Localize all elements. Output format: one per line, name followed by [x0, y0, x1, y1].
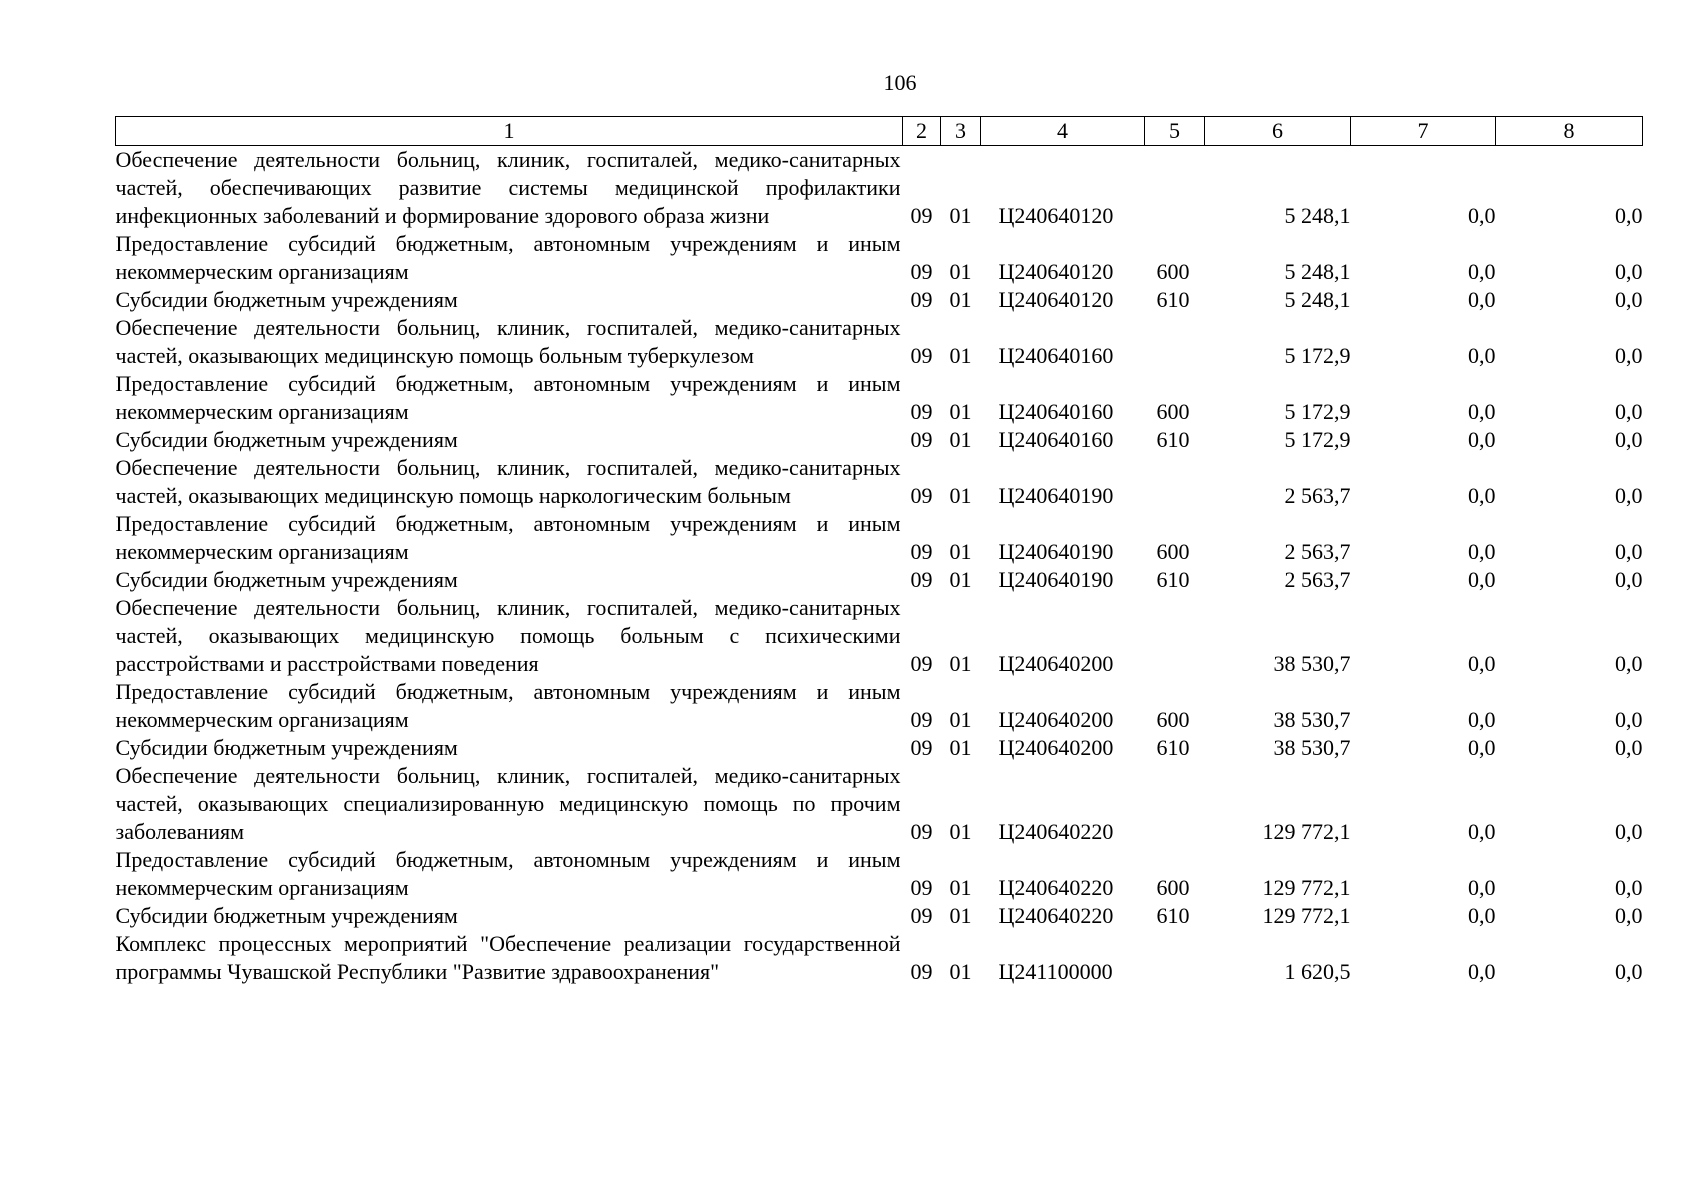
expense-type-cell: 600: [1156, 539, 1190, 564]
section-cell: 09: [910, 959, 933, 984]
section-cell: 09: [910, 903, 933, 928]
amount-cell: 5 248,1: [1284, 287, 1351, 312]
row-name-cell: Предоставление субсидий бюджетным, автономным учреждениям и иным некоммерческим организациям: [115, 231, 901, 284]
target-article-cell: Ц240640190: [998, 483, 1114, 508]
subsection-cell: 01: [949, 819, 972, 844]
row-name-cell: Субсидии бюджетным учреждениям: [115, 287, 458, 312]
header-cell: 5: [1145, 117, 1205, 146]
section-cell: 09: [910, 259, 933, 284]
amount-cell: 0,0: [1615, 735, 1643, 760]
target-article-cell: Ц240640200: [998, 651, 1114, 676]
expense-type-cell: [1145, 314, 1205, 370]
table-row: [116, 426, 1643, 454]
section-cell: 09: [910, 567, 933, 592]
row-name-cell: Субсидии бюджетным учреждениям: [115, 567, 458, 592]
amount-cell: 0,0: [1468, 567, 1496, 592]
amount-cell: 0,0: [1468, 875, 1496, 900]
row-name-cell: Обеспечение деятельности больниц, клиник, госпиталей, медико-санитарных частей, обеспечивающих развитие системы медицинской профилактики инфекционных заболеваний и формирование здорового образа жизни: [115, 147, 901, 228]
header-cell: 8: [1496, 117, 1643, 146]
amount-cell: 0,0: [1468, 735, 1496, 760]
expense-type-cell: 600: [1156, 875, 1190, 900]
amount-cell: 0,0: [1468, 707, 1496, 732]
table-row: [116, 230, 1643, 286]
expense-type-cell: 610: [1156, 287, 1190, 312]
header-cell: 6: [1205, 117, 1351, 146]
table-row: [116, 314, 1643, 370]
amount-cell: 5 248,1: [1284, 203, 1351, 228]
section-cell: 09: [910, 203, 933, 228]
amount-cell: 0,0: [1615, 707, 1643, 732]
amount-cell: 0,0: [1615, 203, 1643, 228]
target-article-cell: Ц240640160: [998, 427, 1114, 452]
row-name-cell: Обеспечение деятельности больниц, клиник, госпиталей, медико-санитарных частей, оказывающих специализированную медицинскую помощь по прочим заболеваниям: [115, 763, 901, 844]
section-cell: 09: [910, 483, 933, 508]
subsection-cell: 01: [949, 427, 972, 452]
target-article-cell: Ц240640160: [998, 399, 1114, 424]
target-article-cell: Ц240640120: [998, 203, 1114, 228]
amount-cell: 0,0: [1615, 567, 1643, 592]
subsection-cell: 01: [949, 343, 972, 368]
amount-cell: 2 563,7: [1284, 567, 1351, 592]
section-cell: 09: [910, 875, 933, 900]
subsection-cell: 01: [949, 875, 972, 900]
row-name-cell: Предоставление субсидий бюджетным, автономным учреждениям и иным некоммерческим организациям: [115, 679, 901, 732]
amount-cell: 0,0: [1615, 539, 1643, 564]
amount-cell: 2 563,7: [1284, 483, 1351, 508]
expense-type-cell: 600: [1156, 259, 1190, 284]
expense-type-cell: 610: [1156, 735, 1190, 760]
amount-cell: 5 248,1: [1284, 259, 1351, 284]
target-article-cell: Ц240640220: [998, 903, 1114, 928]
amount-cell: 0,0: [1615, 399, 1643, 424]
table-row: [116, 566, 1643, 594]
amount-cell: 38 530,7: [1273, 651, 1351, 676]
header-cell: 2: [903, 117, 941, 146]
amount-cell: 0,0: [1468, 343, 1496, 368]
amount-cell: 0,0: [1468, 203, 1496, 228]
target-article-cell: Ц240640200: [998, 707, 1114, 732]
budget-table: [115, 116, 1643, 986]
header-row: [116, 117, 1643, 146]
amount-cell: 0,0: [1468, 399, 1496, 424]
table-row: [116, 734, 1643, 762]
section-cell: 09: [910, 399, 933, 424]
amount-cell: 2 563,7: [1284, 539, 1351, 564]
expense-type-cell: [1145, 454, 1205, 510]
subsection-cell: 01: [949, 259, 972, 284]
table-row: [116, 762, 1643, 846]
amount-cell: 0,0: [1468, 483, 1496, 508]
row-name-cell: Обеспечение деятельности больниц, клиник, госпиталей, медико-санитарных частей, оказывающих медицинскую помощь наркологическим больным: [115, 455, 901, 508]
header-cell: 7: [1351, 117, 1496, 146]
row-name-cell: Комплекс процессных мероприятий "Обеспечение реализации государственной программы Чувашской Республики "Развитие здравоохранения": [115, 931, 901, 984]
section-cell: 09: [910, 651, 933, 676]
target-article-cell: Ц241100000: [998, 959, 1113, 984]
amount-cell: 129 772,1: [1262, 875, 1351, 900]
table-row: [116, 902, 1643, 930]
target-article-cell: Ц240640120: [998, 259, 1114, 284]
target-article-cell: Ц240640190: [998, 567, 1114, 592]
amount-cell: 38 530,7: [1273, 735, 1351, 760]
subsection-cell: 01: [949, 203, 972, 228]
row-name-cell: Предоставление субсидий бюджетным, автономным учреждениям и иным некоммерческим организациям: [115, 847, 901, 900]
target-article-cell: Ц240640200: [998, 735, 1114, 760]
amount-cell: 0,0: [1615, 287, 1643, 312]
section-cell: 09: [910, 343, 933, 368]
table-row: [116, 678, 1643, 734]
target-article-cell: Ц240640120: [998, 287, 1114, 312]
row-name-cell: Обеспечение деятельности больниц, клиник, госпиталей, медико-санитарных частей, оказывающих медицинскую помощь больным туберкулезом: [115, 315, 901, 368]
table-row: [116, 510, 1643, 566]
expense-type-cell: 610: [1156, 567, 1190, 592]
expense-type-cell: [1145, 762, 1205, 846]
target-article-cell: Ц240640190: [998, 539, 1114, 564]
subsection-cell: 01: [949, 483, 972, 508]
expense-type-cell: [1145, 146, 1205, 231]
section-cell: 09: [910, 819, 933, 844]
expense-type-cell: [1145, 594, 1205, 678]
section-cell: 09: [910, 539, 933, 564]
amount-cell: 129 772,1: [1262, 903, 1351, 928]
amount-cell: 0,0: [1615, 651, 1643, 676]
subsection-cell: 01: [949, 567, 972, 592]
expense-type-cell: [1145, 930, 1205, 986]
header-cell: 4: [981, 117, 1145, 146]
expense-type-cell: 610: [1156, 903, 1190, 928]
subsection-cell: 01: [949, 735, 972, 760]
subsection-cell: 01: [949, 707, 972, 732]
amount-cell: 0,0: [1468, 539, 1496, 564]
table-row: [116, 454, 1643, 510]
amount-cell: 0,0: [1615, 959, 1643, 984]
amount-cell: 0,0: [1468, 651, 1496, 676]
amount-cell: 0,0: [1468, 959, 1496, 984]
row-name-cell: Предоставление субсидий бюджетным, автономным учреждениям и иным некоммерческим организациям: [115, 511, 901, 564]
row-name-cell: Субсидии бюджетным учреждениям: [115, 903, 458, 928]
target-article-cell: Ц240640220: [998, 875, 1114, 900]
table-row: [116, 370, 1643, 426]
subsection-cell: 01: [949, 539, 972, 564]
row-name-cell: Субсидии бюджетным учреждениям: [115, 427, 458, 452]
amount-cell: 0,0: [1468, 427, 1496, 452]
amount-cell: 129 772,1: [1262, 819, 1351, 844]
amount-cell: 38 530,7: [1273, 707, 1351, 732]
subsection-cell: 01: [949, 399, 972, 424]
amount-cell: 0,0: [1468, 287, 1496, 312]
target-article-cell: Ц240640160: [998, 343, 1114, 368]
row-name-cell: Предоставление субсидий бюджетным, автономным учреждениям и иным некоммерческим организациям: [115, 371, 901, 424]
section-cell: 09: [910, 287, 933, 312]
table-row: [116, 594, 1643, 678]
section-cell: 09: [910, 427, 933, 452]
amount-cell: 0,0: [1468, 259, 1496, 284]
subsection-cell: 01: [949, 903, 972, 928]
row-name-cell: Обеспечение деятельности больниц, клиник, госпиталей, медико-санитарных частей, оказывающих медицинскую помощь больным с психическими расстройствами и расстройствами поведения: [115, 595, 901, 676]
target-article-cell: Ц240640220: [998, 819, 1114, 844]
amount-cell: 5 172,9: [1284, 399, 1351, 424]
amount-cell: 0,0: [1615, 819, 1643, 844]
amount-cell: 1 620,5: [1284, 959, 1351, 984]
subsection-cell: 01: [949, 651, 972, 676]
page-number: 106: [883, 70, 917, 95]
table-row: [116, 286, 1643, 314]
amount-cell: 0,0: [1615, 903, 1643, 928]
section-cell: 09: [910, 707, 933, 732]
subsection-cell: 01: [949, 959, 972, 984]
subsection-cell: 01: [949, 287, 972, 312]
amount-cell: 5 172,9: [1284, 427, 1351, 452]
section-cell: 09: [910, 735, 933, 760]
expense-type-cell: 600: [1156, 399, 1190, 424]
expense-type-cell: 610: [1156, 427, 1190, 452]
header-cell: 3: [941, 117, 981, 146]
header-cell: 1: [116, 117, 903, 146]
row-name-cell: Субсидии бюджетным учреждениям: [115, 735, 458, 760]
amount-cell: 0,0: [1615, 427, 1643, 452]
amount-cell: 0,0: [1468, 819, 1496, 844]
amount-cell: 0,0: [1615, 483, 1643, 508]
amount-cell: 0,0: [1615, 259, 1643, 284]
expense-type-cell: 600: [1156, 707, 1190, 732]
table-row: [116, 846, 1643, 902]
amount-cell: 0,0: [1615, 875, 1643, 900]
table-row: [116, 146, 1643, 231]
amount-cell: 0,0: [1615, 343, 1643, 368]
table-row: [116, 930, 1643, 986]
amount-cell: 5 172,9: [1284, 343, 1351, 368]
amount-cell: 0,0: [1468, 903, 1496, 928]
